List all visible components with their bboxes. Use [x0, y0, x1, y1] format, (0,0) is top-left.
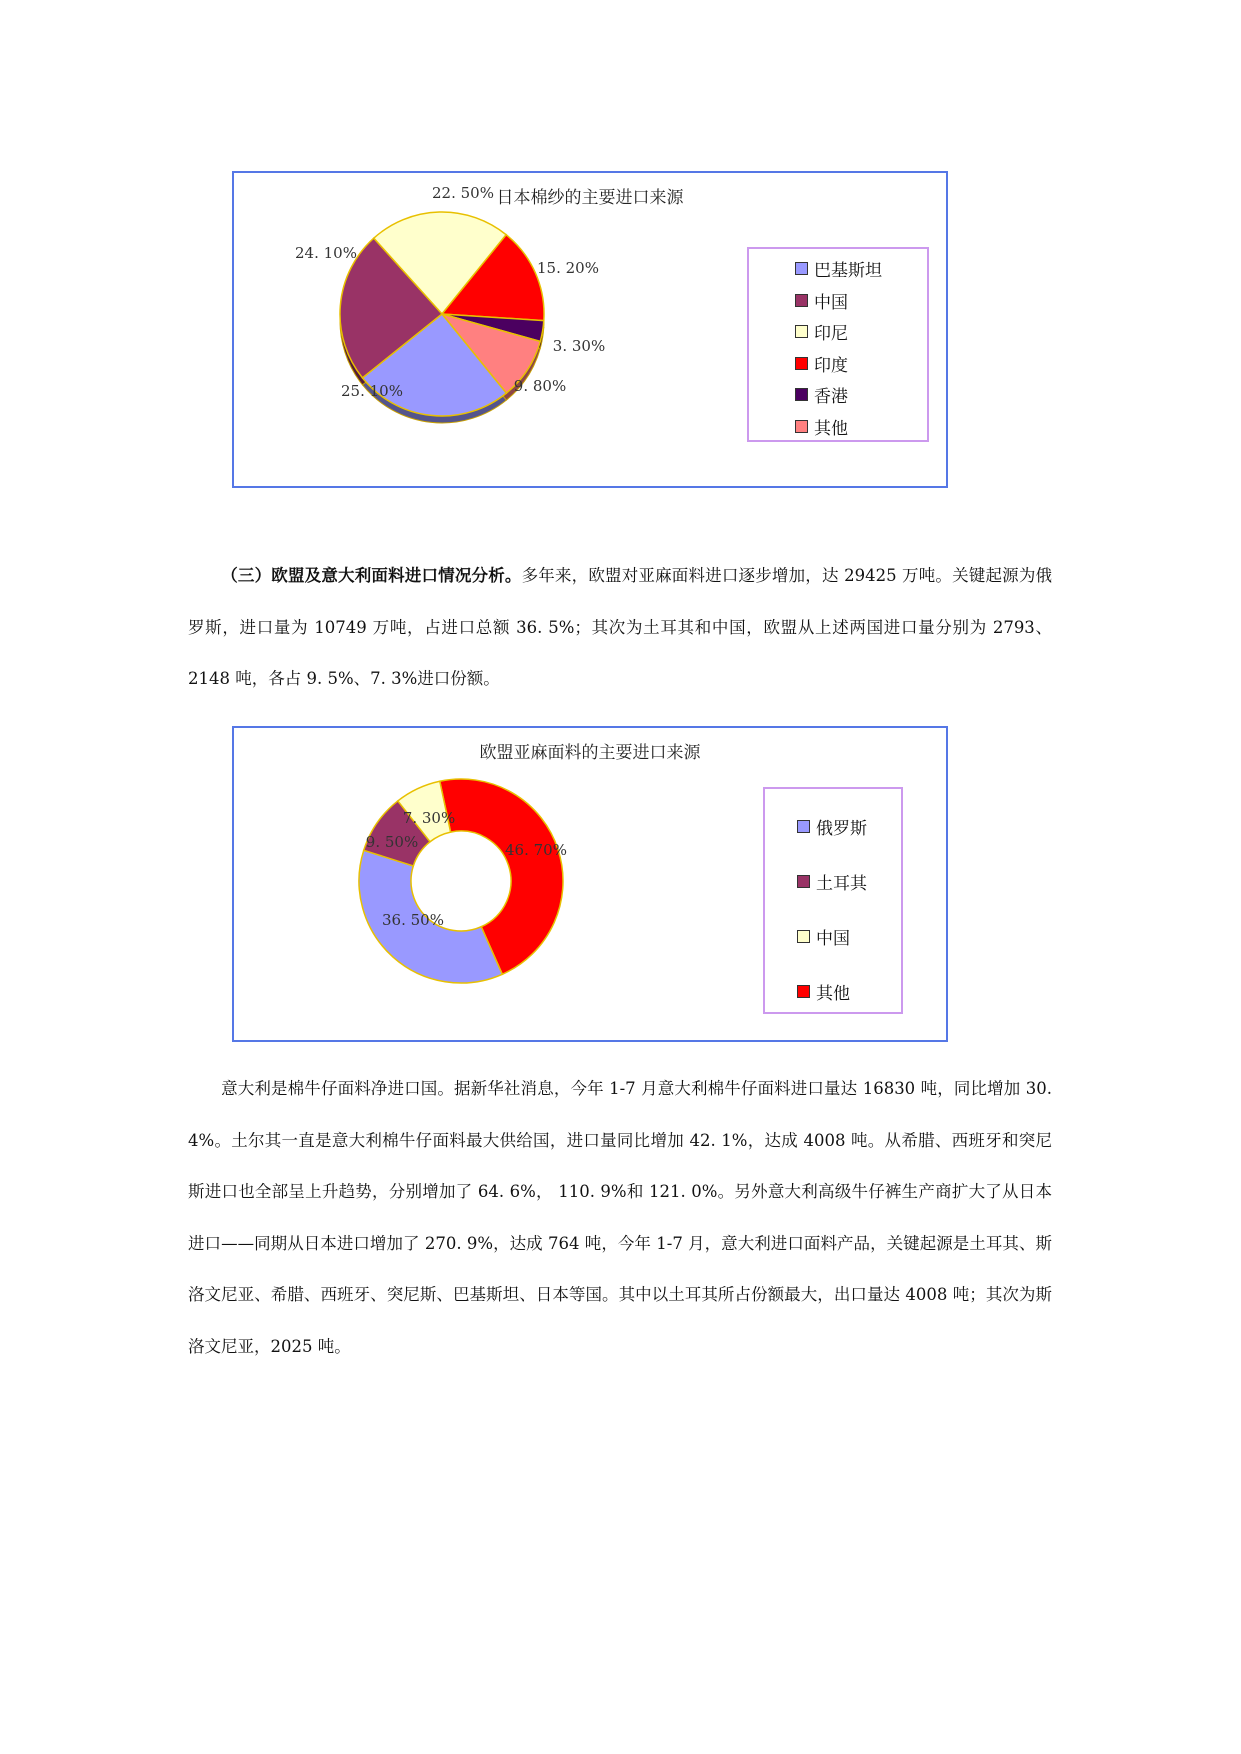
- pie-chart-japan-cotton-yarn: [232, 171, 948, 488]
- paragraph-italy-denim: [188, 1063, 1052, 1372]
- legend-swatch: [795, 388, 808, 401]
- data-label-3: 46. 70%: [505, 841, 567, 859]
- legend-label: 其他: [814, 418, 848, 439]
- chart-legend: [763, 787, 903, 1014]
- legend-swatch: [795, 294, 808, 307]
- legend-swatch: [795, 420, 808, 433]
- legend-item: [749, 348, 927, 380]
- legend-item: [765, 854, 901, 909]
- chart-title: 欧盟亚麻面料的主要进口来源: [479, 743, 701, 763]
- legend-item: [749, 316, 927, 348]
- legend-swatch: [797, 985, 810, 998]
- legend-swatch: [795, 325, 808, 338]
- legend-swatch: [795, 357, 808, 370]
- legend-swatch: [797, 930, 810, 943]
- donut-chart-eu-linen-fabric: [232, 726, 948, 1042]
- legend-item: [749, 411, 927, 443]
- section-heading: （三）欧盟及意大利面料进口情况分析。: [221, 566, 522, 585]
- legend-label: 巴基斯坦: [814, 261, 882, 282]
- legend-swatch: [795, 262, 808, 275]
- data-label-0: 25. 10%: [341, 382, 403, 400]
- data-label-1: 9. 50%: [365, 833, 419, 851]
- data-label-2: 22. 50%: [432, 184, 494, 202]
- chart-title: 日本棉纱的主要进口来源: [496, 188, 684, 208]
- chart-legend: [747, 247, 929, 442]
- legend-label: 土耳其: [816, 874, 867, 894]
- legend-item: [765, 964, 901, 1019]
- data-label-1: 24. 10%: [295, 244, 357, 262]
- data-label-0: 36. 50%: [382, 911, 444, 929]
- legend-item: [765, 909, 901, 964]
- legend-swatch: [797, 820, 810, 833]
- paragraph-text: 意大利是棉牛仔面料净进口国。据新华社消息，今年 1-7 月意大利棉牛仔面料进口量达 16830 吨，同比增加 30. 4%。土尔其一直是意大利棉牛仔面料最大供给国，进口量同比增加 42. 1%，达成 4008 吨。从希腊、西班牙和突尼斯进口也全部呈上升趋势，分别增加了 64. 6%， 110. 9%和 121. 0%。另外意大利高级牛仔裤生产商扩大了从日本进口——同期从日本进口增加了 270. 9%，达成 764 吨，今年 1-7 月，意大利进口面料产品，关键起源是土耳其、斯洛文尼亚、希腊、西班牙、突尼斯、巴基斯坦、日本等国。其中以土耳其所占份额最大，出口量达 4008 吨；其次为斯洛文尼亚，2025 吨。: [188, 1079, 1052, 1356]
- legend-label: 香港: [814, 387, 848, 408]
- data-label-2: 7. 30%: [402, 809, 456, 827]
- legend-item: [749, 379, 927, 411]
- paragraph-eu-italy-analysis: [188, 550, 1052, 705]
- data-label-3: 15. 20%: [537, 259, 599, 277]
- data-label-4: 3. 30%: [552, 337, 606, 355]
- legend-label: 俄罗斯: [816, 819, 867, 839]
- legend-item: [765, 799, 901, 854]
- paragraph-text: 多年来，欧盟对亚麻面料进口逐步增加，达 29425 万吨。关键起源为俄罗斯，进口量为 10749 万吨，占进口总额 36. 5%；其次为土耳其和中国，欧盟从上述两国进口量分别为 2793、2148 吨，各占 9. 5%、7. 3%进口份额。: [188, 566, 1053, 688]
- legend-label: 印度: [814, 355, 848, 376]
- legend-label: 其他: [816, 984, 850, 1004]
- legend-label: 中国: [814, 292, 848, 313]
- legend-swatch: [797, 875, 810, 888]
- legend-label: 中国: [816, 929, 850, 949]
- legend-item: [749, 253, 927, 285]
- legend-label: 印尼: [814, 324, 848, 345]
- data-label-5: 9. 80%: [513, 377, 567, 395]
- legend-item: [749, 285, 927, 317]
